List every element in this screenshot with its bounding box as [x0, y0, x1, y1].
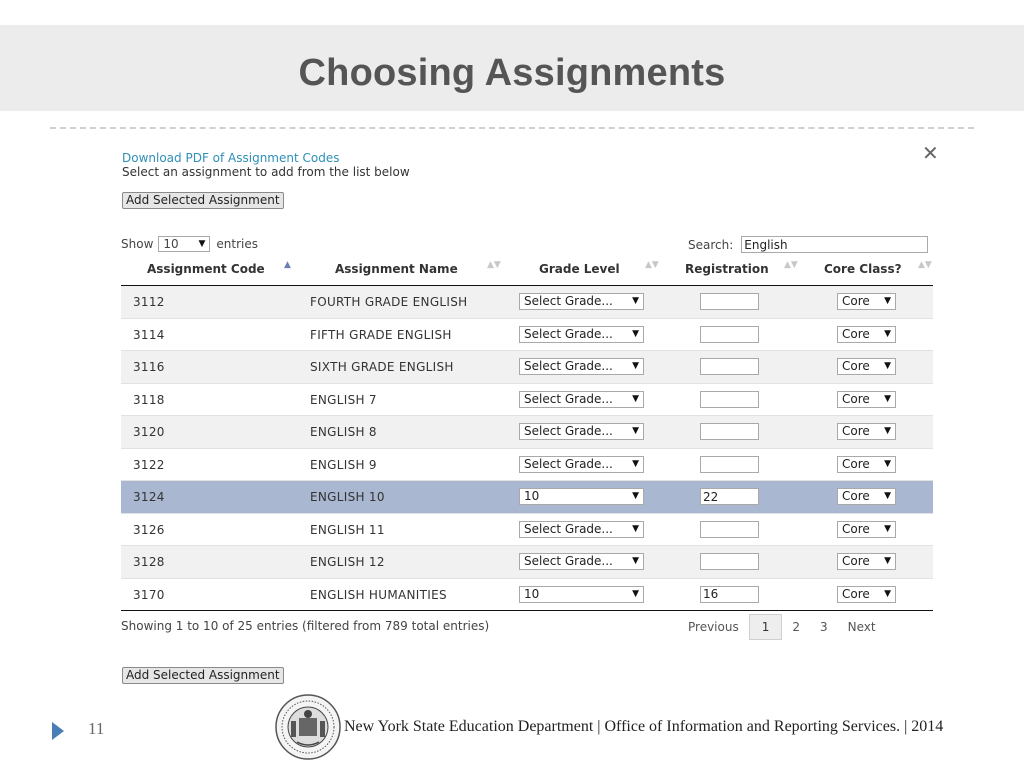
- assignment-code-cell: 3120: [133, 425, 165, 439]
- assignment-name-cell: ENGLISH 12: [310, 555, 385, 569]
- page-number: 11: [88, 719, 105, 738]
- grade-level-select[interactable]: [519, 456, 644, 473]
- assignment-name-cell: ENGLISH 10: [310, 490, 385, 504]
- dashed-divider: [50, 127, 974, 129]
- download-pdf-link[interactable]: Download PDF of Assignment Codes: [122, 151, 340, 165]
- grade-level-value: Select Grade...: [524, 294, 613, 308]
- table-header: [121, 256, 933, 286]
- assignment-code-cell: 3128: [133, 555, 165, 569]
- column-header-registration[interactable]: Registration: [685, 262, 769, 276]
- chevron-down-icon: ▼: [632, 393, 639, 404]
- grade-level-value: Select Grade...: [524, 326, 613, 341]
- entries-select[interactable]: [158, 236, 210, 252]
- show-label: Show: [121, 237, 154, 251]
- table-info: Showing 1 to 10 of 25 entries (filtered from 789 total entries): [121, 619, 490, 633]
- sort-both-icon: ▲▼: [918, 260, 932, 270]
- core-class-select[interactable]: [837, 391, 896, 408]
- core-class-select[interactable]: [837, 358, 896, 375]
- assignment-code-cell: 3112: [133, 295, 165, 309]
- grade-level-select[interactable]: [519, 521, 644, 538]
- chevron-down-icon: ▼: [884, 296, 891, 306]
- registration-input[interactable]: [700, 423, 759, 440]
- grade-level-value: Select Grade...: [524, 456, 613, 471]
- chevron-down-icon: ▼: [884, 328, 891, 339]
- entries-length-control: [121, 236, 258, 252]
- chevron-down-icon: ▼: [884, 523, 891, 534]
- table-row[interactable]: [121, 514, 933, 547]
- table-row[interactable]: [121, 579, 933, 612]
- assignment-code-cell: 3116: [133, 360, 165, 374]
- registration-input[interactable]: [700, 326, 759, 343]
- core-class-select[interactable]: [837, 293, 896, 310]
- registration-input[interactable]: [700, 586, 759, 603]
- grade-level-select[interactable]: [519, 391, 644, 408]
- search-label: Search:: [688, 237, 734, 252]
- entries-select-value: 10: [163, 237, 179, 251]
- chevron-down-icon: ▼: [884, 426, 891, 436]
- chevron-down-icon: ▼: [884, 491, 891, 501]
- core-class-value: Core: [842, 554, 870, 568]
- grade-level-value: Select Grade...: [524, 521, 613, 536]
- grade-level-select[interactable]: [519, 488, 644, 505]
- slide-title: Choosing Assignments: [298, 52, 726, 94]
- core-class-value: Core: [842, 456, 870, 471]
- pagination-page-2[interactable]: 2: [792, 620, 800, 634]
- sort-both-icon: ▲▼: [645, 260, 659, 270]
- pagination-page-1[interactable]: 1: [749, 614, 783, 640]
- assignment-code-cell: 3170: [133, 587, 165, 602]
- grade-level-select[interactable]: [519, 553, 644, 570]
- pagination-next[interactable]: Next: [847, 620, 876, 634]
- sort-ascending-icon: ▲: [284, 260, 291, 270]
- grade-level-select[interactable]: [519, 586, 644, 603]
- chevron-down-icon: ▼: [632, 361, 639, 371]
- search-control: [688, 236, 928, 253]
- core-class-select[interactable]: [837, 553, 896, 570]
- assignment-code-cell: 3126: [133, 522, 165, 537]
- triangle-bullet-icon: [52, 722, 64, 740]
- core-class-select[interactable]: [837, 423, 896, 440]
- footer-text: New York State Education Department | Office of Information and Reporting Services. | 2014: [344, 718, 944, 735]
- chevron-down-icon: ▼: [884, 458, 891, 469]
- chevron-down-icon: ▼: [632, 556, 639, 566]
- chevron-down-icon: ▼: [632, 458, 639, 469]
- assignments-table: [121, 256, 933, 611]
- assignment-name-cell: ENGLISH 7: [310, 392, 377, 407]
- table-row[interactable]: [121, 546, 933, 579]
- chevron-down-icon: ▼: [632, 296, 639, 306]
- instruction-text: Select an assignment to add from the list below: [122, 165, 410, 179]
- chevron-down-icon: ▼: [632, 491, 639, 501]
- chevron-down-icon: ▼: [632, 426, 639, 436]
- chevron-down-icon: ▼: [884, 556, 891, 566]
- assignment-name-cell: ENGLISH 8: [310, 425, 377, 439]
- registration-input[interactable]: [700, 293, 759, 310]
- grade-level-select[interactable]: [519, 423, 644, 440]
- registration-input[interactable]: [700, 521, 759, 538]
- assignment-name-cell: SIXTH GRADE ENGLISH: [310, 360, 454, 374]
- grade-level-value: 10: [524, 586, 540, 601]
- assignment-name-cell: FOURTH GRADE ENGLISH: [310, 295, 468, 309]
- pagination-previous[interactable]: Previous: [688, 620, 739, 634]
- sort-both-icon: ▲▼: [784, 260, 798, 270]
- column-header-core-class[interactable]: Core Class?: [824, 262, 902, 276]
- core-class-value: Core: [842, 326, 870, 341]
- registration-input[interactable]: [700, 456, 759, 473]
- column-header-assignment-code[interactable]: Assignment Code: [147, 262, 265, 276]
- assignment-code-cell: 3118: [133, 392, 165, 407]
- core-class-select[interactable]: [837, 488, 896, 505]
- close-icon[interactable]: ✕: [922, 141, 939, 165]
- table-row[interactable]: [121, 319, 933, 352]
- chevron-down-icon: ▼: [632, 588, 639, 599]
- table-row[interactable]: [121, 449, 933, 482]
- chevron-down-icon: ▼: [632, 523, 639, 534]
- core-class-select[interactable]: [837, 521, 896, 538]
- grade-level-value: Select Grade...: [524, 554, 613, 568]
- search-input[interactable]: [741, 236, 928, 253]
- add-selected-assignment-button-top[interactable]: Add Selected Assignment: [122, 192, 284, 209]
- core-class-value: Core: [842, 424, 870, 438]
- chevron-down-icon: ▼: [884, 588, 891, 599]
- core-class-select[interactable]: [837, 456, 896, 473]
- chevron-down-icon: ▼: [884, 361, 891, 371]
- registration-input[interactable]: [700, 488, 759, 505]
- registration-input[interactable]: [700, 553, 759, 570]
- core-class-value: Core: [842, 359, 870, 373]
- nysed-seal-icon: [275, 694, 341, 760]
- entries-label: entries: [216, 237, 258, 251]
- core-class-select[interactable]: [837, 326, 896, 343]
- core-class-value: Core: [842, 489, 870, 503]
- core-class-value: Core: [842, 586, 870, 601]
- core-class-value: Core: [842, 391, 870, 406]
- grade-level-value: Select Grade...: [524, 359, 613, 373]
- registration-input[interactable]: [700, 358, 759, 375]
- assignment-name-cell: ENGLISH 11: [310, 522, 385, 537]
- table-row[interactable]: [121, 384, 933, 417]
- registration-input[interactable]: [700, 391, 759, 408]
- grade-level-value: Select Grade...: [524, 391, 613, 406]
- assignment-name-cell: FIFTH GRADE ENGLISH: [310, 327, 452, 342]
- core-class-value: Core: [842, 521, 870, 536]
- grade-level-select[interactable]: [519, 293, 644, 310]
- add-selected-assignment-button-bottom[interactable]: Add Selected Assignment: [122, 667, 284, 684]
- table-row[interactable]: [121, 286, 933, 319]
- chevron-down-icon: ▼: [198, 239, 206, 249]
- grade-level-value: Select Grade...: [524, 424, 613, 438]
- column-header-assignment-name[interactable]: Assignment Name: [335, 262, 458, 276]
- grade-level-select[interactable]: [519, 326, 644, 343]
- column-header-grade-level[interactable]: Grade Level: [539, 262, 620, 276]
- pagination-page-3[interactable]: 3: [820, 620, 828, 634]
- table-row[interactable]: [121, 351, 933, 384]
- chevron-down-icon: ▼: [632, 328, 639, 339]
- chevron-down-icon: ▼: [884, 393, 891, 404]
- assignment-code-cell: 3114: [133, 327, 165, 342]
- core-class-select[interactable]: [837, 586, 896, 603]
- grade-level-value: 10: [524, 489, 540, 503]
- table-row[interactable]: [121, 481, 933, 514]
- sort-both-icon: ▲▼: [487, 260, 501, 270]
- assignment-code-cell: 3122: [133, 457, 165, 472]
- core-class-value: Core: [842, 294, 870, 308]
- table-row[interactable]: [121, 416, 933, 449]
- assignment-name-cell: ENGLISH HUMANITIES: [310, 587, 447, 602]
- assignment-code-cell: 3124: [133, 490, 165, 504]
- assignment-name-cell: ENGLISH 9: [310, 457, 377, 472]
- pagination: [678, 614, 886, 640]
- table-body: [121, 286, 933, 611]
- grade-level-select[interactable]: [519, 358, 644, 375]
